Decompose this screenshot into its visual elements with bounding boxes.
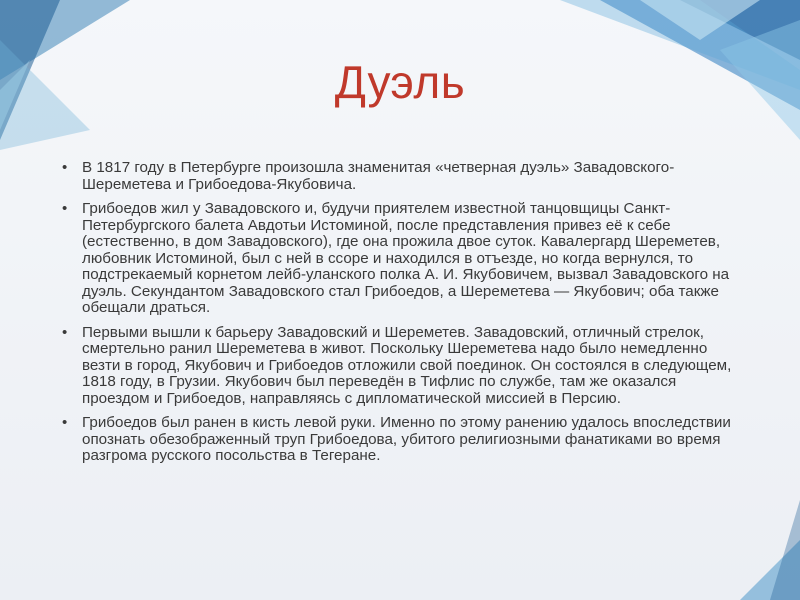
bullet-list (62, 160, 747, 473)
bullet-item (62, 325, 747, 408)
bullet-item (62, 160, 747, 193)
bullet-text: Грибоедов жил у Завадовского и, будучи приятелем известной танцовщицы Санкт-Петербургского балета Авдотьи Истоминой, после представления привез её к себе (естественно, в дом Завадовского), где она прожила двое суток. Кавалергард Шереметев, любовник Истоминой, был с ней в ссоре и находился в отъезде, но когда вернулся, то подстрекаемый корнетом лейб-уланского полка А. И. Якубовичем, вызвал Завадовского на дуэль. Секундантом Завадовского стал Грибоедов, а Шереметева — Якубович; оба также обещали драться. (82, 200, 730, 316)
slide-title: Дуэль (334, 56, 466, 108)
bullet-marker: • (62, 159, 68, 176)
bullet-item (62, 201, 747, 317)
bullet-text: Грибоедов был ранен в кисть левой руки. Именно по этому ранению удалось впоследствии опознать обезображенный труп Грибоедова, убитого религиозными фанатиками во время разгрома русского посольства в Тегеране. (82, 414, 731, 464)
bullet-text: В 1817 году в Петербурге произошла знаменитая «четверная дуэль» Завадовского-Шереметева и Грибоедова-Якубовича. (82, 159, 675, 193)
bullet-text: Первыми вышли к барьеру Завадовский и Шереметев. Завадовский, отличный стрелок, смертельно ранил Шереметева в живот. Поскольку Шереметева надо было немедленно везти в город, Якубович и Грибоедов отложили свой поединок. Он состоялся в следующем, 1818 году, в Грузии. Якубович был переведён в Тифлис по службе, там же оказался проездом и Грибоедов, направляясь с дипломатической миссией в Персию. (82, 323, 732, 407)
bullet-item (62, 415, 747, 465)
bullet-marker: • (62, 323, 68, 341)
bullet-marker: • (62, 200, 68, 217)
bullet-marker: • (62, 414, 68, 431)
